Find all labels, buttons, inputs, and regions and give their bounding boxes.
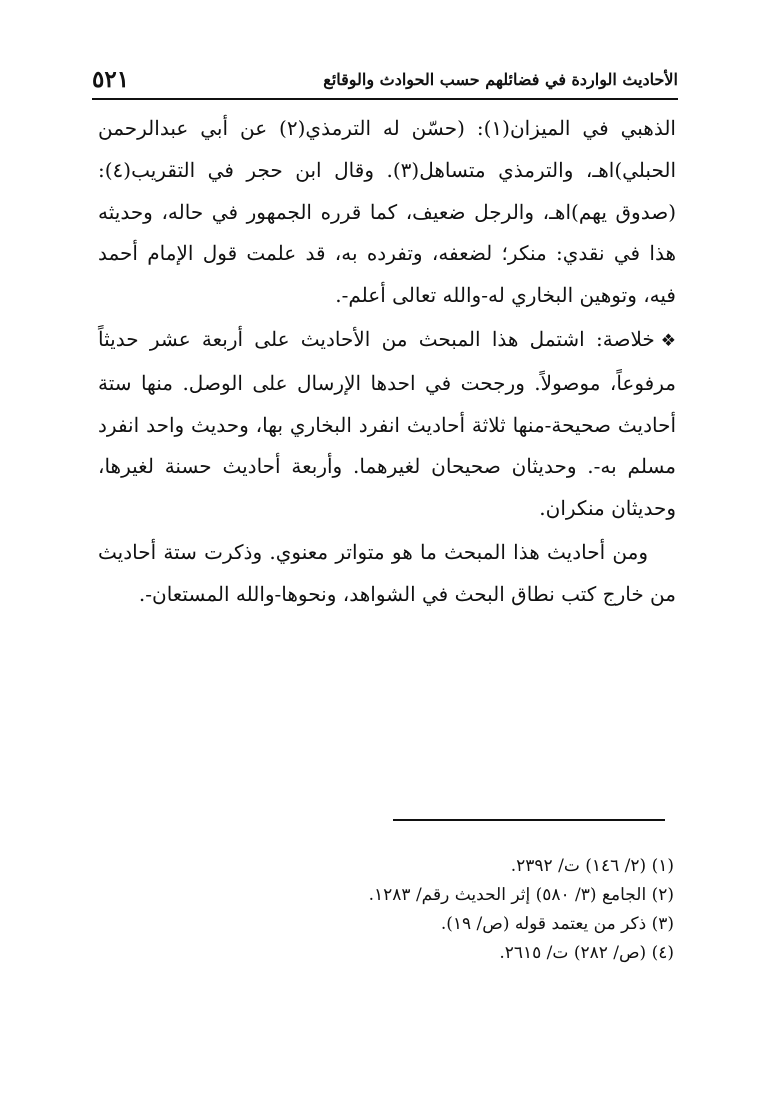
footnotes-list (262, 852, 674, 968)
four-diamond-bullet-icon: ❖ (660, 330, 676, 351)
paragraph-narrator-criticism: الذهبي في الميزان(١): (حسّن له الترمذي(٢) عن أبي عبدالرحمن الحبلي)اهـ، والترمذي متساهل(٣). وقال ابن حجر في التقريب(٤): (صدوق يهم)اهـ، والرجل ضعيف، كما قرره الجمهور في حاله، وحديثه هذا في نقدي: منكر؛ لضعفه، وتفرده به، قد علمت قول الإمام أحمد فيه، وتوهين البخاري له-والله تعالى أعلم-. (98, 116, 677, 308)
paragraph-summary (98, 319, 676, 530)
paragraph-mutawatir (98, 532, 676, 616)
running-title: الأحاديث الواردة في فضائلهم حسب الحوادث والوقائع (323, 70, 678, 89)
footnote-item: (٢) الجامع (٣/ ٥٨٠) إثر الحديث رقم/ ١٢٨٣. (368, 885, 674, 905)
footnote-separator (393, 819, 665, 821)
footnote-item: (١) (٢/ ١٤٦) ت/ ٢٣٩٢. (510, 856, 674, 876)
main-text (98, 108, 676, 616)
footnote-item: (٤) (ص/ ٢٨٢) ت/ ٢٦١٥. (499, 943, 674, 963)
header-rule (92, 98, 678, 100)
page-number: ٥٢١ (92, 66, 130, 93)
summary-text: خلاصة: اشتمل هذا المبحث من الأحاديث على أربعة عشر حديثاً مرفوعاً، موصولاً. ورجحت في احدها الإرسال على الوصل. منها ستة أحاديث صحيحة-منها ثلاثة أحاديث انفرد البخاري بها، وحديث واحد انفرد مسلم به-. وحديثان صحيحان لغيرهما. وأربعة أحاديث حسنة لغيرها، وحديثان منكران. (98, 326, 676, 521)
footnote-item: (٣) ذكر من يعتمد قوله (ص/ ١٩). (440, 914, 674, 934)
page-header (92, 62, 678, 100)
mutawatir-text: ومن أحاديث هذا المبحث ما هو متواتر معنوي. وذكرت ستة أحاديث من خارج كتب نطاق البحث في الشواهد، ونحوها-والله المستعان-. (98, 539, 676, 606)
